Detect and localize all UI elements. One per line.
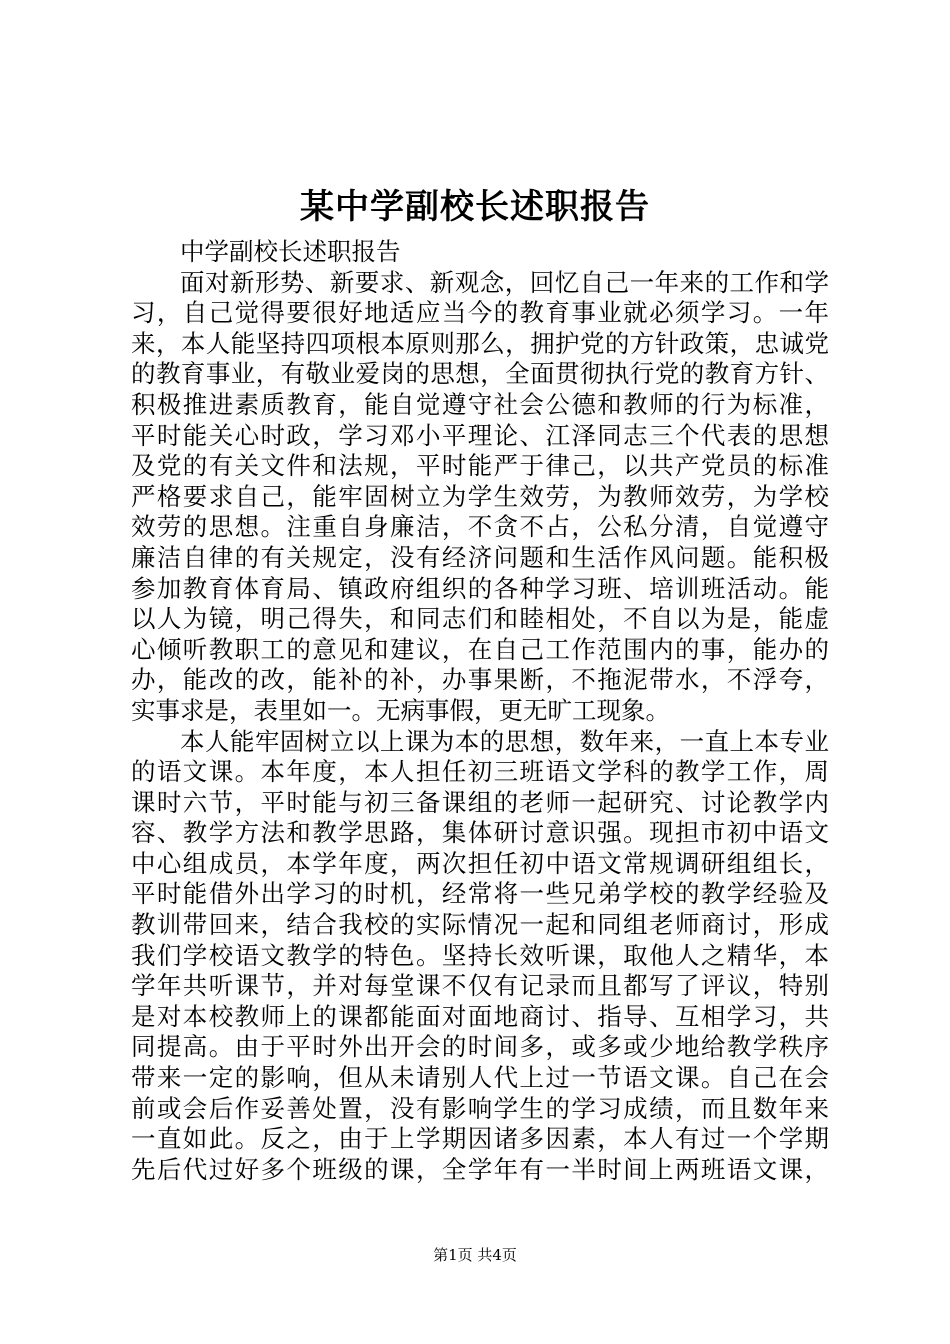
page-footer: 第1页 共4页 <box>433 1246 517 1264</box>
body-line: 平时能借外出学习的时机，经常将一些兄弟学校的教学经验及 <box>131 879 829 909</box>
body-line: 来，本人能坚持四项根本原则那么，拥护党的方针政策，忠诚党 <box>131 328 829 358</box>
body-line: 平时能关心时政，学习邓小平理论、江泽同志三个代表的思想 <box>131 420 829 450</box>
body-line: 办，能改的改，能补的补，办事果断，不拖泥带水，不浮夸， <box>131 665 829 695</box>
body-line: 以人为镜，明己得失，和同志们和睦相处，不自以为是，能虚 <box>131 604 829 634</box>
body-line: 严格要求自己，能牢固树立为学生效劳，为教师效劳，为学校 <box>131 481 829 511</box>
body-line: 心倾听教职工的意见和建议，在自己工作范围内的事，能办的 <box>131 634 829 664</box>
body-line: 同提高。由于平时外出开会的时间多，或多或少地给教学秩序 <box>131 1032 829 1062</box>
body-line: 先后代过好多个班级的课，全学年有一半时间上两班语文课， <box>131 1154 829 1184</box>
body-line: 廉洁自律的有关规定，没有经济问题和生活作风问题。能积极 <box>131 542 829 572</box>
body-line: 中心组成员，本学年度，两次担任初中语文常规调研组组长， <box>131 848 829 878</box>
body-line: 带来一定的影响，但从未请别人代上过一节语文课。自己在会 <box>131 1063 829 1093</box>
body-line: 的语文课。本年度，本人担任初三班语文学科的教学工作，周 <box>131 757 829 787</box>
body-line: 效劳的思想。注重自身廉洁，不贪不占，公私分清，自觉遵守 <box>131 512 829 542</box>
body-line: 是对本校教师上的课都能面对面地商讨、指导、互相学习，共 <box>131 1001 829 1031</box>
body-line: 学年共听课节，并对每堂课不仅有记录而且都写了评议，特别 <box>131 971 829 1001</box>
subtitle-line: 中学副校长述职报告 <box>180 237 401 266</box>
body-line: 课时六节，平时能与初三备课组的老师一起研究、讨论教学内 <box>131 787 829 817</box>
body-line: 一直如此。反之，由于上学期因诸多因素，本人有过一个学期 <box>131 1124 829 1154</box>
body-line: 前或会后作妥善处置，没有影响学生的学习成绩，而且数年来 <box>131 1093 829 1123</box>
body-line: 教训带回来，结合我校的实际情况一起和同组老师商讨，形成 <box>131 910 829 940</box>
body-line: 本人能牢固树立以上课为本的思想，数年来，一直上本专业 <box>180 726 829 756</box>
document-body <box>131 237 829 1185</box>
body-line: 容、教学方法和教学思路，集体研讨意识强。现担市初中语文 <box>131 818 829 848</box>
body-line: 的教育事业，有敬业爱岗的思想，全面贯彻执行党的教育方针、 <box>131 359 829 389</box>
body-line: 我们学校语文教学的特色。坚持长效听课，取他人之精华，本 <box>131 940 829 970</box>
document-title: 某中学副校长述职报告 <box>300 187 650 227</box>
body-line: 习，自己觉得要很好地适应当今的教育事业就必须学习。一年 <box>131 298 829 328</box>
body-line: 及党的有关文件和法规，平时能严于律己，以共产党员的标准 <box>131 451 829 481</box>
body-line: 积极推进素质教育，能自觉遵守社会公德和教师的行为标准， <box>131 389 829 419</box>
body-line: 参加教育体育局、镇政府组织的各种学习班、培训班活动。能 <box>131 573 829 603</box>
body-line: 面对新形势、新要求、新观念，回忆自己一年来的工作和学 <box>180 267 829 297</box>
body-line: 实事求是，表里如一。无病事假，更无旷工现象。 <box>131 695 670 725</box>
